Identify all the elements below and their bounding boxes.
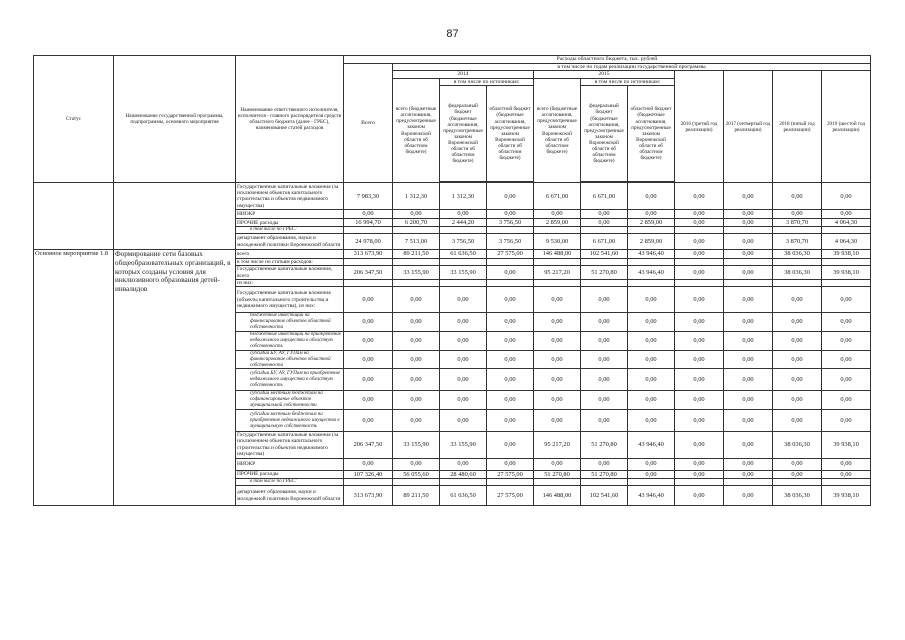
- table-cell: 0,00: [344, 350, 393, 369]
- table-cell: [581, 280, 628, 287]
- table-cell: 61 636,50: [440, 250, 487, 259]
- table-cell: 3 756,50: [487, 218, 534, 227]
- table-cell: 3 756,50: [487, 234, 534, 250]
- table-cell: 27 575,00: [487, 250, 534, 259]
- table-cell: 0,00: [724, 250, 773, 259]
- row-label: бюджетные инвестиции на приобретение недвижимого имущества в областную собственность: [236, 332, 344, 351]
- table-cell: 0,00: [773, 458, 822, 470]
- table-cell: 27 575,00: [487, 486, 534, 506]
- table-cell: 146 488,00: [534, 486, 581, 506]
- table-cell: 0,00: [628, 350, 675, 369]
- table-cell: 3 756,50: [440, 234, 487, 250]
- table-cell: 38 036,30: [773, 266, 822, 280]
- table-cell: 2 859,00: [628, 218, 675, 227]
- table-cell: 0,00: [487, 287, 534, 313]
- table-cell: 95 217,20: [534, 266, 581, 280]
- table-cell: [822, 258, 871, 265]
- table-cell: [628, 479, 675, 486]
- table-cell: 2 859,00: [534, 218, 581, 227]
- table-cell: 0,00: [724, 234, 773, 250]
- table-cell: 0,00: [822, 458, 871, 470]
- table-cell: 0,00: [822, 369, 871, 391]
- table-cell: [724, 479, 773, 486]
- table-cell: 51 270,80: [581, 432, 628, 459]
- table-cell: [534, 479, 581, 486]
- table-cell: 102 541,60: [581, 486, 628, 506]
- table-cell: 7 513,00: [393, 234, 440, 250]
- table-cell: [675, 227, 724, 234]
- table-cell: 0,00: [822, 410, 871, 432]
- table-cell: [822, 280, 871, 287]
- table-cell: 38 036,30: [773, 486, 822, 506]
- table-cell: [581, 258, 628, 265]
- table-cell: 0,00: [487, 432, 534, 459]
- table-cell: 0,00: [534, 313, 581, 332]
- table-cell: 2 859,00: [628, 234, 675, 250]
- table-cell: [534, 280, 581, 287]
- table-cell: 38 036,30: [773, 250, 822, 259]
- table-cell: 0,00: [393, 210, 440, 219]
- header-year-2017: 2017 (четвертый год реализации): [724, 71, 773, 183]
- table-row: [34, 250, 871, 259]
- table-cell: 0,00: [628, 410, 675, 432]
- table-cell: 39 938,10: [822, 266, 871, 280]
- header-2014-sources: в том числе по источникам:: [440, 78, 534, 86]
- table-cell: 51 270,80: [581, 266, 628, 280]
- table-cell: 43 946,40: [628, 266, 675, 280]
- table-cell: 107 326,40: [344, 470, 393, 479]
- table-cell: 0,00: [344, 391, 393, 410]
- table-cell: 0,00: [487, 183, 534, 210]
- table-cell: 33 155,90: [393, 266, 440, 280]
- row-label: всего: [236, 250, 344, 259]
- table-cell: 27 575,00: [487, 470, 534, 479]
- table-cell: 28 480,60: [440, 470, 487, 479]
- table-cell: [724, 258, 773, 265]
- table-cell: 24 978,00: [344, 234, 393, 250]
- table-cell: 51 270,80: [581, 470, 628, 479]
- row-label: субсидии местным бюджетам на софинансирование объектов муниципальной собственности: [236, 391, 344, 410]
- table-cell: 0,00: [773, 332, 822, 351]
- table-cell: [534, 227, 581, 234]
- table-cell: 0,00: [628, 369, 675, 391]
- table-cell: 0,00: [393, 313, 440, 332]
- row-label: в том числе по ГРБС:: [236, 227, 344, 234]
- table-cell: 0,00: [724, 210, 773, 219]
- table-cell: [822, 227, 871, 234]
- table-cell: 0,00: [393, 369, 440, 391]
- table-cell: 0,00: [344, 210, 393, 219]
- table-cell: [440, 280, 487, 287]
- header-2015-regional: областной бюджет (бюджетные ассигнования, предусмотренные законом Воронежской области об областном бюджете): [628, 86, 675, 182]
- table-cell: 0,00: [773, 313, 822, 332]
- header-2015-sources: в том числе по источникам:: [581, 78, 675, 86]
- header-year-2015: 2015: [534, 71, 675, 79]
- table-cell: 0,00: [440, 332, 487, 351]
- table-cell: 0,00: [628, 391, 675, 410]
- table-cell: 0,00: [675, 250, 724, 259]
- table-cell: [628, 227, 675, 234]
- table-cell: [773, 479, 822, 486]
- table-cell: 0,00: [675, 313, 724, 332]
- table-cell: [487, 258, 534, 265]
- table-body: [34, 183, 871, 506]
- table-cell: 0,00: [675, 391, 724, 410]
- table-cell: 0,00: [487, 369, 534, 391]
- table-cell: 0,00: [773, 410, 822, 432]
- header-year-2018: 2018 (пятый год реализации): [773, 71, 822, 183]
- table-cell: [675, 479, 724, 486]
- row-label: Государственные капитальные вложения (за исключением объектов капитального строительства и объектов недвижимого имущества): [236, 183, 344, 210]
- header-budget-title: Расходы областного бюджета, тыс. рублей: [344, 56, 871, 64]
- header-status: Статус: [34, 56, 114, 183]
- program-cell-empty: [114, 183, 236, 250]
- table-cell: 0,00: [581, 410, 628, 432]
- row-label: в том числе по статьям расходов:: [236, 258, 344, 265]
- header-responsible: Наименование ответственного исполнителя, исполнителя - главного распорядителя средств областного бюджета (далее - ГРБС), наименование статей расходов: [236, 56, 344, 183]
- row-label: в том числе по ГРБС:: [236, 479, 344, 486]
- row-label: ПРОЧИЕ расходы: [236, 218, 344, 227]
- table-cell: 95 217,20: [534, 432, 581, 459]
- table-cell: 39 938,10: [822, 486, 871, 506]
- table-cell: 89 211,50: [393, 250, 440, 259]
- table-cell: 0,00: [440, 313, 487, 332]
- table-cell: 0,00: [628, 287, 675, 313]
- table-cell: 0,00: [628, 332, 675, 351]
- table-cell: 0,00: [393, 458, 440, 470]
- table-cell: 33 155,90: [440, 432, 487, 459]
- table-cell: 0,00: [675, 287, 724, 313]
- table-cell: 0,00: [724, 218, 773, 227]
- table-cell: 0,00: [393, 287, 440, 313]
- table-header: [34, 56, 871, 183]
- table-cell: 0,00: [534, 287, 581, 313]
- table-cell: [773, 280, 822, 287]
- table-cell: 6 671,00: [534, 183, 581, 210]
- table-cell: 39 938,10: [822, 250, 871, 259]
- table-cell: 16 994,70: [344, 218, 393, 227]
- table-cell: [440, 227, 487, 234]
- table-cell: 0,00: [724, 183, 773, 210]
- table-cell: 0,00: [393, 391, 440, 410]
- table-cell: 6 200,70: [393, 218, 440, 227]
- header-year-2019: 2019 (шестой год реализации): [822, 71, 871, 183]
- table-cell: [344, 258, 393, 265]
- table-cell: 3 870,70: [773, 218, 822, 227]
- table-cell: [344, 280, 393, 287]
- table-cell: [628, 258, 675, 265]
- table-cell: 7 983,30: [344, 183, 393, 210]
- table-cell: 4 064,30: [822, 218, 871, 227]
- table-cell: 0,00: [675, 432, 724, 459]
- row-label: из них:: [236, 280, 344, 287]
- table-cell: 0,00: [822, 313, 871, 332]
- table-cell: [393, 258, 440, 265]
- table-cell: [534, 258, 581, 265]
- table-cell: 0,00: [487, 332, 534, 351]
- table-cell: [724, 227, 773, 234]
- table-cell: 0,00: [822, 470, 871, 479]
- table-cell: 61 636,50: [440, 486, 487, 506]
- table-cell: 0,00: [822, 183, 871, 210]
- table-cell: 0,00: [393, 350, 440, 369]
- row-label: Государственные капитальные вложения (объекты капитального строительства и недвижимого имущества), из них:: [236, 287, 344, 313]
- table-cell: 0,00: [628, 470, 675, 479]
- table-cell: 0,00: [822, 391, 871, 410]
- header-2014-regional: областной бюджет (бюджетные ассигнования, предусмотренные законом Воронежской области об областном бюджете): [487, 86, 534, 182]
- table-cell: 0,00: [487, 391, 534, 410]
- table-cell: 0,00: [344, 287, 393, 313]
- table-cell: 0,00: [773, 210, 822, 219]
- row-label: ПРОЧИЕ расходы: [236, 470, 344, 479]
- table-cell: 0,00: [440, 369, 487, 391]
- header-2014-total: всего (бюджетные ассигнования, предусмотренные законом Воронежской области об областном бюджете): [393, 78, 440, 183]
- table-cell: 0,00: [822, 210, 871, 219]
- table-cell: 0,00: [675, 458, 724, 470]
- table-cell: 0,00: [675, 486, 724, 506]
- table-cell: 0,00: [675, 410, 724, 432]
- table-cell: 0,00: [822, 287, 871, 313]
- status-cell-empty: [34, 183, 114, 250]
- table-cell: 0,00: [581, 369, 628, 391]
- table-cell: 0,00: [581, 218, 628, 227]
- program-name-cell: Формирование сети базовых общеобразовательных организаций, в которых созданы условия для инклюзивного образования детей-инвалидов: [114, 250, 236, 506]
- page-number: 87: [446, 28, 459, 40]
- table-cell: [581, 479, 628, 486]
- table-cell: [487, 227, 534, 234]
- table-cell: [628, 280, 675, 287]
- table-cell: 0,00: [344, 410, 393, 432]
- table-cell: 3 870,70: [773, 234, 822, 250]
- table-cell: 0,00: [393, 332, 440, 351]
- table-cell: 0,00: [440, 410, 487, 432]
- table-cell: 0,00: [724, 369, 773, 391]
- row-label: субсидии БУ, АУ, ГУПам на финансирование объектов областной собственности: [236, 350, 344, 369]
- table-cell: 0,00: [534, 210, 581, 219]
- header-by-years: в том числе по годам реализации государственной программы: [393, 63, 871, 71]
- table-cell: 0,00: [724, 458, 773, 470]
- table-cell: 1 312,30: [393, 183, 440, 210]
- table-cell: 0,00: [628, 313, 675, 332]
- row-label: субсидии БУ, АУ, ГУПам на приобретение недвижимого имущества в областную собственность: [236, 369, 344, 391]
- table-cell: 0,00: [581, 287, 628, 313]
- table-cell: 0,00: [773, 183, 822, 210]
- status-cell: Основное мероприятие 1.8: [34, 250, 114, 506]
- table-cell: 0,00: [534, 350, 581, 369]
- table-cell: 0,00: [724, 486, 773, 506]
- table-cell: 102 541,60: [581, 250, 628, 259]
- table-cell: 51 270,80: [534, 470, 581, 479]
- table-cell: 6 671,00: [581, 183, 628, 210]
- table-cell: 206 347,50: [344, 266, 393, 280]
- row-label: Государственные капитальные вложения, всего: [236, 266, 344, 280]
- row-label: субсидии местным бюджетам на приобретение недвижимого имущества в муниципальную собственность: [236, 410, 344, 432]
- table-cell: 0,00: [581, 458, 628, 470]
- table-row: [34, 183, 871, 210]
- table-cell: 0,00: [393, 410, 440, 432]
- table-cell: [675, 280, 724, 287]
- table-cell: 9 530,00: [534, 234, 581, 250]
- table-cell: 0,00: [534, 332, 581, 351]
- table-cell: [581, 227, 628, 234]
- table-cell: 0,00: [675, 266, 724, 280]
- table-cell: 0,00: [675, 183, 724, 210]
- table-cell: 0,00: [344, 458, 393, 470]
- table-cell: 146 488,00: [534, 250, 581, 259]
- table-cell: 0,00: [724, 266, 773, 280]
- table-cell: [773, 227, 822, 234]
- header-year-2014: 2014: [393, 71, 534, 79]
- table-cell: 0,00: [773, 350, 822, 369]
- table-cell: [393, 479, 440, 486]
- table-cell: 0,00: [724, 287, 773, 313]
- table-cell: 0,00: [675, 218, 724, 227]
- row-label: НИОКР: [236, 210, 344, 219]
- table-cell: 89 211,50: [393, 486, 440, 506]
- table-cell: 0,00: [487, 313, 534, 332]
- table-cell: 0,00: [675, 470, 724, 479]
- table-cell: 0,00: [581, 210, 628, 219]
- table-cell: [724, 280, 773, 287]
- header-2014-federal: федеральный бюджет (бюджетные ассигнования, предусмотренные законом Воронежской области об областном бюджете): [440, 86, 487, 182]
- table-cell: 0,00: [534, 458, 581, 470]
- table-cell: 33 155,90: [393, 432, 440, 459]
- table-cell: 0,00: [628, 458, 675, 470]
- table-cell: 0,00: [581, 313, 628, 332]
- table-cell: 0,00: [724, 350, 773, 369]
- table-cell: 0,00: [675, 210, 724, 219]
- table-cell: [487, 280, 534, 287]
- table-cell: 0,00: [724, 432, 773, 459]
- table-cell: 0,00: [487, 350, 534, 369]
- table-cell: 2 444,20: [440, 218, 487, 227]
- header-2015-federal: федеральный бюджет (бюджетные ассигнования, предусмотренные законом Воронежской области об областном бюджете): [581, 86, 628, 182]
- table-cell: 0,00: [724, 391, 773, 410]
- table-cell: 6 671,00: [581, 234, 628, 250]
- table-cell: 0,00: [487, 266, 534, 280]
- table-cell: [822, 479, 871, 486]
- table-cell: [675, 258, 724, 265]
- table-cell: 0,00: [440, 287, 487, 313]
- table-cell: 0,00: [628, 183, 675, 210]
- row-label: департамент образования, науки и молодежной политики Воронежской области: [236, 234, 344, 250]
- header-total: Всего: [344, 63, 393, 183]
- table-cell: 0,00: [724, 313, 773, 332]
- table-cell: 33 155,90: [440, 266, 487, 280]
- table-cell: [487, 479, 534, 486]
- table-cell: 0,00: [581, 332, 628, 351]
- table-cell: [393, 227, 440, 234]
- table-cell: 0,00: [724, 332, 773, 351]
- table-cell: 0,00: [440, 391, 487, 410]
- table-cell: 0,00: [581, 391, 628, 410]
- table-cell: 0,00: [675, 234, 724, 250]
- table-cell: 0,00: [628, 210, 675, 219]
- table-cell: 0,00: [344, 313, 393, 332]
- table-cell: 0,00: [440, 458, 487, 470]
- table-cell: 43 946,40: [628, 250, 675, 259]
- table-cell: 0,00: [773, 369, 822, 391]
- header-2015-total: всего (бюджетные ассигнования, предусмотренные законом Воронежской области об областном бюджете): [534, 78, 581, 183]
- table-cell: 0,00: [724, 410, 773, 432]
- table-cell: 1 312,30: [440, 183, 487, 210]
- table-cell: 0,00: [440, 210, 487, 219]
- table-cell: 0,00: [581, 350, 628, 369]
- table-cell: [393, 280, 440, 287]
- budget-table: [33, 55, 871, 506]
- table-cell: 38 036,30: [773, 432, 822, 459]
- table-cell: 0,00: [534, 391, 581, 410]
- table-cell: 56 055,60: [393, 470, 440, 479]
- row-label: Государственные капитальные вложения (за исключением объектов капитального строительства и объектов недвижимого имущества): [236, 432, 344, 459]
- row-label: бюджетные инвестиции на финансирование объектов областной собственности: [236, 313, 344, 332]
- table-cell: 0,00: [440, 350, 487, 369]
- table-cell: 0,00: [534, 369, 581, 391]
- table-cell: 4 064,30: [822, 234, 871, 250]
- table-cell: 0,00: [675, 350, 724, 369]
- table-cell: 0,00: [773, 391, 822, 410]
- table-cell: [440, 479, 487, 486]
- table-cell: 43 946,40: [628, 486, 675, 506]
- table-cell: 0,00: [487, 210, 534, 219]
- table-cell: [440, 258, 487, 265]
- table-cell: 0,00: [773, 470, 822, 479]
- row-label: НИОКР: [236, 458, 344, 470]
- table-cell: 0,00: [487, 458, 534, 470]
- table-cell: 0,00: [534, 410, 581, 432]
- table-cell: 0,00: [344, 369, 393, 391]
- table-cell: 43 946,40: [628, 432, 675, 459]
- table-cell: 0,00: [822, 332, 871, 351]
- table-cell: [773, 258, 822, 265]
- header-program: Наименование государственной программы, подпрограммы, основного мероприятия: [114, 56, 236, 183]
- table-cell: 0,00: [344, 332, 393, 351]
- row-label: департамент образования, науки и молодежной политики Воронежской области: [236, 486, 344, 506]
- table-cell: 0,00: [724, 470, 773, 479]
- table-cell: 0,00: [487, 410, 534, 432]
- table-cell: 0,00: [822, 350, 871, 369]
- table-cell: 313 673,90: [344, 250, 393, 259]
- table-cell: 0,00: [675, 369, 724, 391]
- table-cell: [344, 227, 393, 234]
- table-cell: 313 673,90: [344, 486, 393, 506]
- table-cell: 206 347,50: [344, 432, 393, 459]
- header-year-2016: 2016 (третий год реализации): [675, 71, 724, 183]
- table-cell: [344, 479, 393, 486]
- table-cell: 0,00: [675, 332, 724, 351]
- table-cell: 0,00: [773, 287, 822, 313]
- table-cell: 39 938,10: [822, 432, 871, 459]
